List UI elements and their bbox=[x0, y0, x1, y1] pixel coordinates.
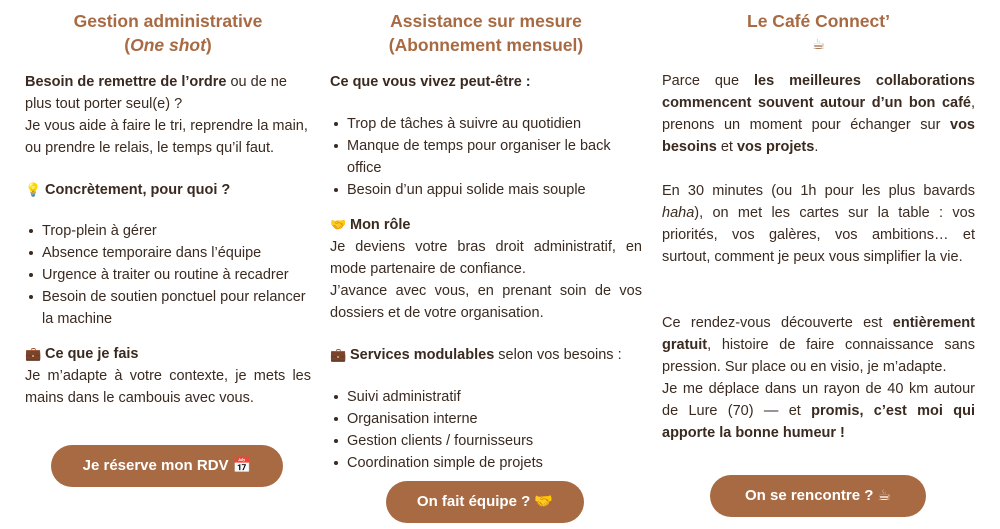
paragraph-4: Je me déplace dans un rayon de 40 km autour de Lure (70) — et promis, c’est moi qui apporte la bonne humeur ! bbox=[662, 381, 975, 441]
intro-text: Besoin de remettre de l’ordre ou de ne plus tout porter seul(e) ? bbox=[25, 74, 287, 112]
subheading-concretement: 💡 Concrètement, pour quoi ? bbox=[25, 179, 311, 201]
offer-column-assistance bbox=[330, 0, 642, 529]
paragraph-2: En 30 minutes (ou 1h pour les plus bavards haha), on met les cartes sur la table : vos priorités, vos galères, vos ambitions… et surtout, comment je peux vous simplifier la vie. bbox=[662, 183, 975, 265]
list-item: Coordination simple de projets bbox=[330, 452, 642, 474]
description-text: Je m’adapte à votre contexte, je mets les mains dans le cambouis avec vous. bbox=[25, 368, 311, 406]
handshake-icon: 🤝 bbox=[330, 217, 347, 232]
list-item: Gestion clients / fournisseurs bbox=[330, 430, 642, 452]
role-text-2: J’avance avec vous, en prenant soin de vos dossiers et de votre organisation. bbox=[330, 283, 642, 321]
column-title bbox=[662, 9, 975, 57]
title-line1: Assistance sur mesure bbox=[390, 11, 582, 31]
subheading-mon-role: 🤝 Mon rôle bbox=[330, 214, 642, 236]
intro-bold: Besoin de remettre de l’ordre bbox=[25, 74, 227, 90]
needs-list bbox=[25, 220, 311, 330]
list-item: Organisation interne bbox=[330, 408, 642, 430]
title-italic: One shot bbox=[130, 35, 206, 55]
subheading-ce-que-je-fais: 💼 Ce que je fais bbox=[25, 343, 311, 365]
list-item: Manque de temps pour organiser le back office bbox=[330, 135, 642, 179]
services-list bbox=[330, 386, 642, 474]
paragraph-3: Ce rendez-vous découverte est entièrement gratuit, histoire de faire connaissance sans pression. Sur place ou en visio, je m’adapte. bbox=[662, 315, 975, 375]
meet-button[interactable]: On se rencontre ? ☕ bbox=[710, 475, 926, 517]
team-up-button[interactable]: On fait équipe ? 🤝 bbox=[386, 481, 584, 523]
list-item: Besoin d’un appui solide mais souple bbox=[330, 179, 642, 201]
list-item: Absence temporaire dans l’équipe bbox=[25, 242, 311, 264]
list-item: Suivi administratif bbox=[330, 386, 642, 408]
lightbulb-icon: 💡 bbox=[25, 182, 42, 197]
title-line1: Gestion administrative bbox=[73, 11, 263, 31]
role-text-1: Je deviens votre bras droit administratif, en mode partenaire de confiance. bbox=[330, 239, 642, 277]
offer-column-cafe-connect bbox=[662, 0, 975, 529]
title-line2: (Abonnement mensuel) bbox=[388, 35, 584, 55]
list-item: Trop-plein à gérer bbox=[25, 220, 311, 242]
subheading-services: 💼 Services modulables selon vos besoins : bbox=[330, 344, 642, 366]
paragraph-1: Parce que les meilleures collaborations commencent souvent autour d’un bon café, prenons un moment pour échanger sur vos besoins et vos projets. bbox=[662, 73, 975, 155]
list-item: Urgence à traiter ou routine à recadrer bbox=[25, 264, 311, 286]
offer-column-gestion bbox=[25, 0, 311, 529]
briefcase-icon: 💼 bbox=[25, 346, 42, 361]
list-item: Besoin de soutien ponctuel pour relancer la machine bbox=[25, 286, 311, 330]
title-line2: (One shot) bbox=[124, 35, 212, 55]
intro-text-2: Je vous aide à faire le tri, reprendre la main, ou prendre le relais, le temps qu’il faut. bbox=[25, 118, 308, 156]
title-line1: Le Café Connect’ bbox=[747, 11, 890, 31]
situations-list bbox=[330, 113, 642, 201]
reserve-rdv-button[interactable]: Je réserve mon RDV 📅 bbox=[51, 445, 283, 487]
coffee-icon: ☕ bbox=[811, 36, 826, 53]
intro-text: Ce que vous vivez peut-être : bbox=[330, 74, 531, 90]
briefcase-icon: 💼 bbox=[330, 347, 347, 362]
column-title bbox=[25, 9, 311, 57]
list-item: Trop de tâches à suivre au quotidien bbox=[330, 113, 642, 135]
column-title bbox=[330, 9, 642, 57]
